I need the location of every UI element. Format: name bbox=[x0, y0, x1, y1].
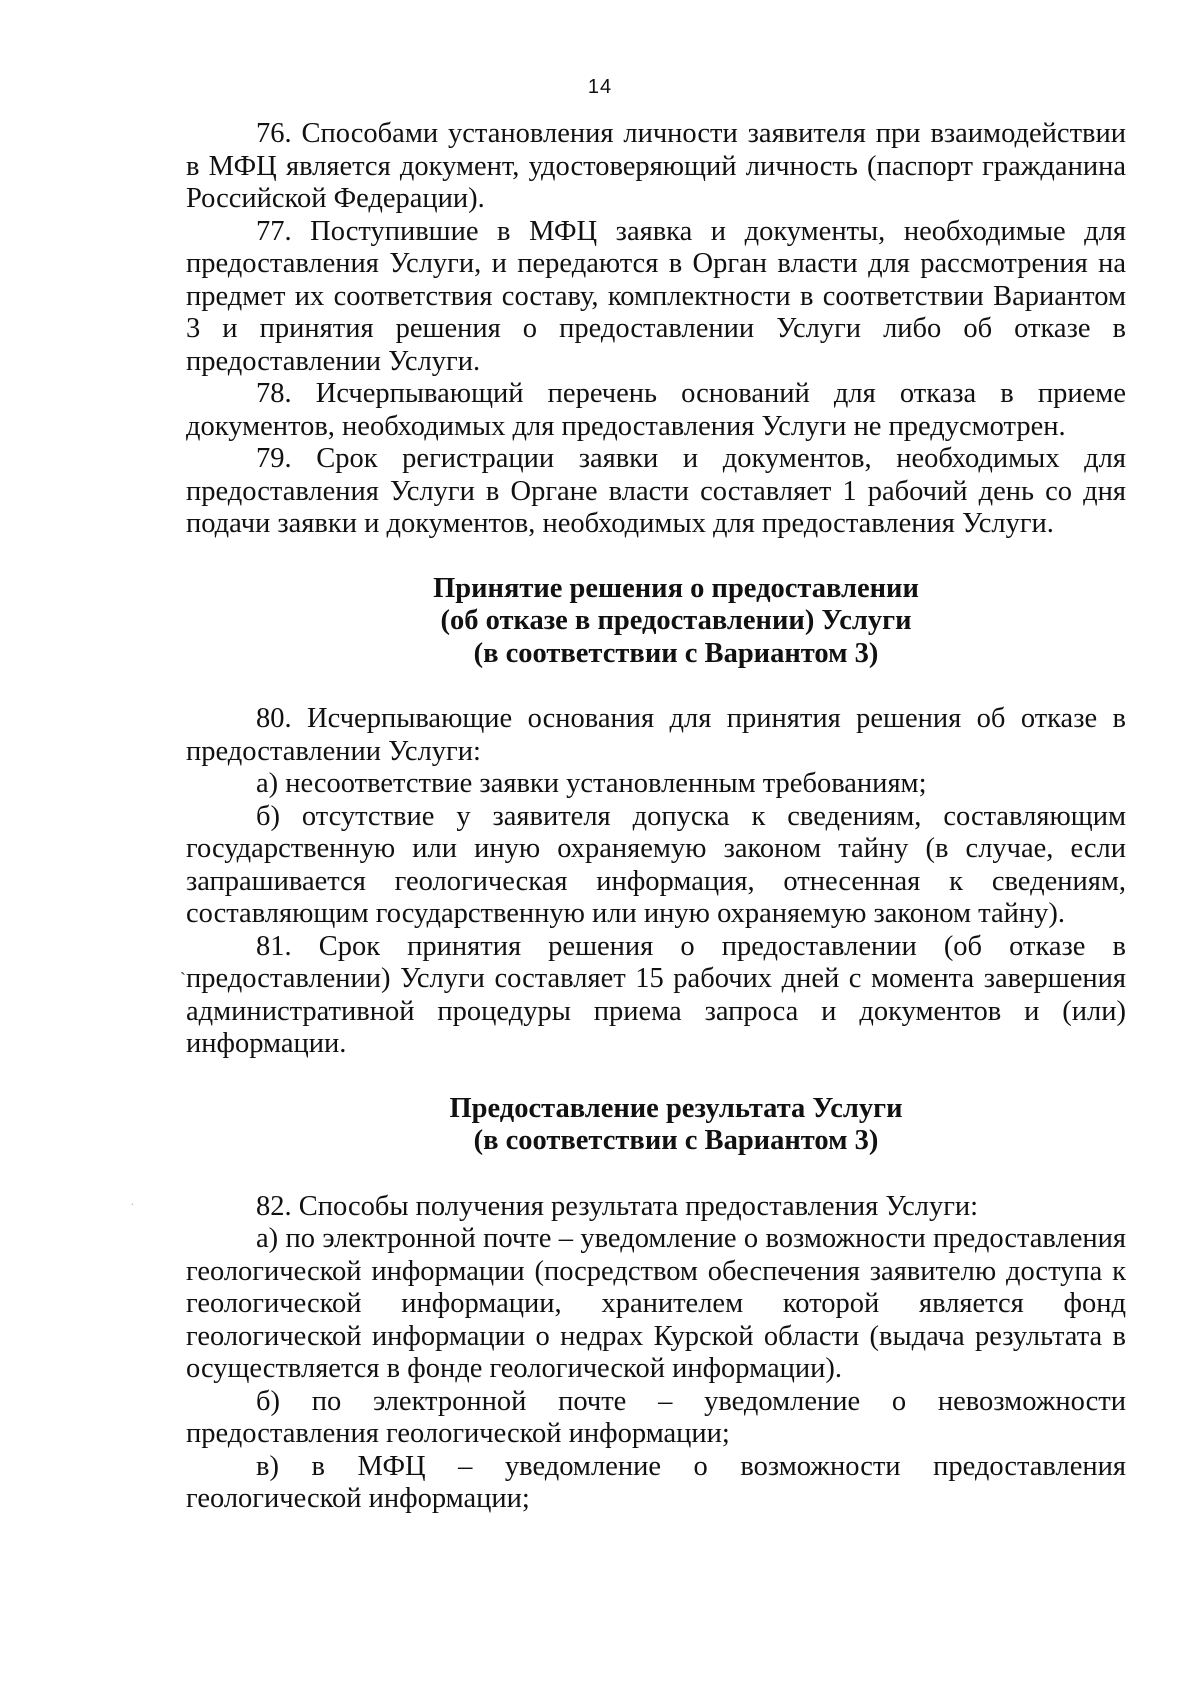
heading-line: (об отказе в предоставлении) Услуги bbox=[440, 605, 912, 636]
heading-line: (в соответствии с Вариантом 3) bbox=[473, 637, 879, 669]
page-number: 14 bbox=[587, 76, 613, 98]
paragraph-82: 82. Способы получения результата предоставления Услуги: bbox=[256, 1190, 979, 1222]
paragraph-80: 80. Исчерпывающие основания для принятия решения об отказе в предоставлении Услуги: bbox=[186, 703, 1126, 767]
heading-line: (в соответствии с Вариантом 3) bbox=[473, 1125, 879, 1156]
paragraph-80-b: б) отсутствие у заявителя допуска к сведениям, составляющим государственную или иную охраняемую законом тайну (в случае, если запрашивается геологическая информация, отнесенная к сведениям, составляющим государственную или иную охраняемую законом тайну). bbox=[186, 800, 1126, 929]
heading-line: Принятие решения о предоставлении bbox=[433, 572, 919, 604]
paragraph-81: 81. Срок принятия решения о предоставлении (об отказе в предоставлении) Услуги составляет 15 рабочих дней с момента завершения административной процедуры приема запроса и документов и (или) информации. bbox=[186, 930, 1126, 1059]
paragraph-80-a: а) несоответствие заявки установленным требованиям; bbox=[256, 768, 927, 799]
paragraph-76: 76. Способами установления личности заявителя при взаимодействии в МФЦ является документ, удостоверяющий личность (паспорт гражданина Российской Федерации). bbox=[186, 118, 1126, 214]
section-heading-result bbox=[186, 1093, 1126, 1158]
paragraph-77: 77. Поступившие в МФЦ заявка и документы, необходимые для предоставления Услуги, и передаются в Орган власти для рассмотрения на предмет их соответствия составу, комплектности в соответствии Вариантом 3 и принятия решения о предоставлении Услуги либо об отказе в предоставлении Услуги. bbox=[186, 215, 1126, 377]
paragraph-82-b: б) по электронной почте – уведомление о невозможности предоставления геологической информации; bbox=[186, 1385, 1126, 1449]
paragraph-82-c: в) в МФЦ – уведомление о возможности предоставления геологической информации; bbox=[186, 1450, 1126, 1514]
scan-speck: · bbox=[130, 1198, 135, 1213]
scan-speck: ˎ bbox=[180, 955, 186, 975]
section-heading-decision bbox=[186, 573, 1126, 671]
document-body bbox=[186, 118, 1126, 1516]
paragraph-82-a: а) по электронной почте – уведомление о возможности предоставления геологической информации (посредством обеспечения заявителю доступа к геологической информации, хранителем которой является фонд геологической информации о недрах Курской области (выдача результата в осуществляется в фонде геологической информации). bbox=[186, 1223, 1126, 1384]
heading-line: Предоставление результата Услуги bbox=[449, 1092, 903, 1124]
paragraph-78: 78. Исчерпывающий перечень оснований для отказа в приеме документов, необходимых для предоставления Услуги не предусмотрен. bbox=[186, 378, 1126, 442]
paragraph-79: 79. Срок регистрации заявки и документов, необходимых для предоставления Услуги в Органе власти составляет 1 рабочий день со дня подачи заявки и документов, необходимых для предоставления Услуги. bbox=[186, 443, 1126, 539]
